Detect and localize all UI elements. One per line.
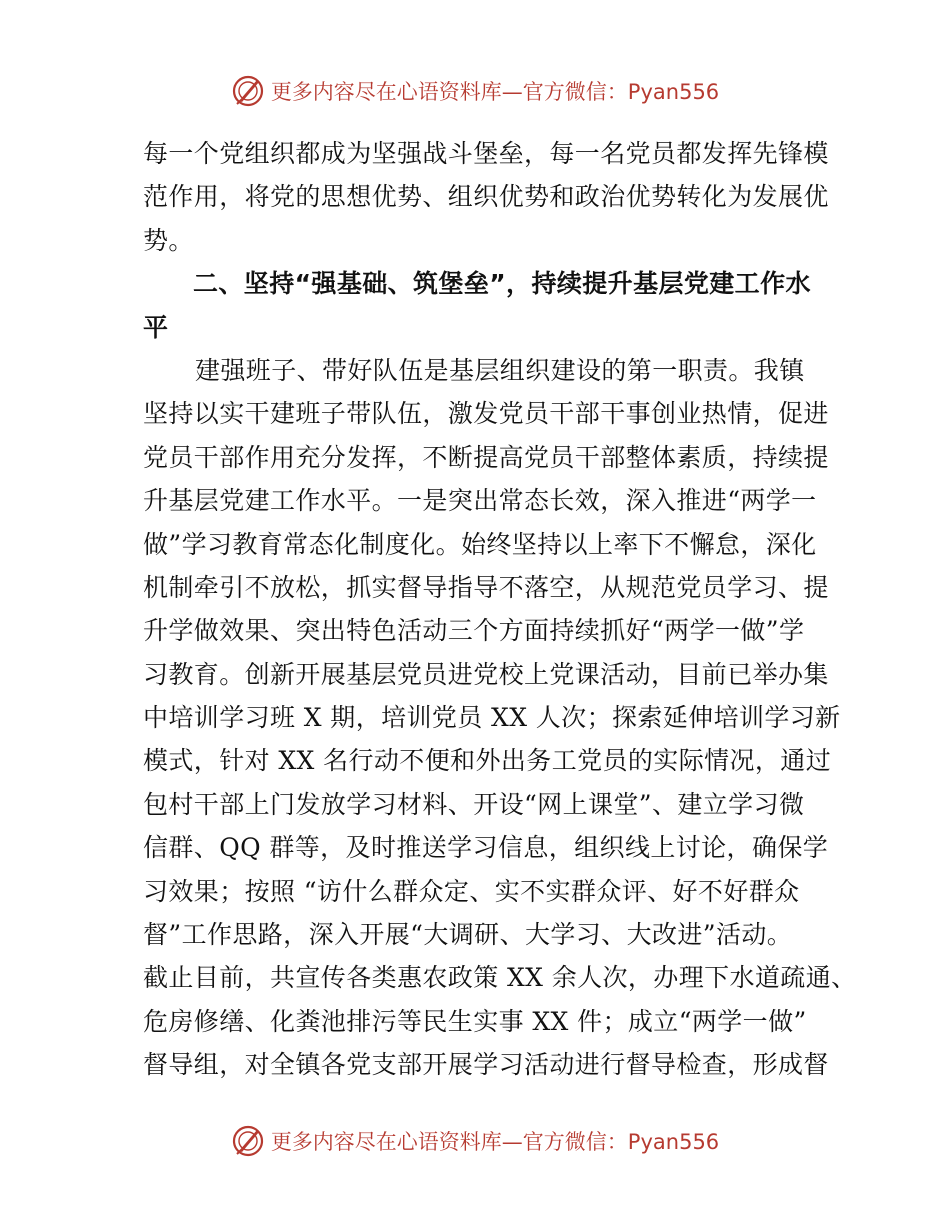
paragraph-line: 模式，针对 XX 名行动不便和外出务工党员的实际情况，通过 bbox=[143, 746, 832, 776]
paragraph-line: 督”工作思路，深入开展“大调研、大学习、大改进”活动。 bbox=[143, 920, 793, 950]
paragraph-line: 坚持以实干建班子带队伍，激发党员干部干事创业热情，促进 bbox=[143, 399, 829, 429]
paragraph-line: 习教育。创新开展基层党员进党校上党课活动，目前已举办集 bbox=[143, 659, 829, 689]
quill-seal-icon bbox=[231, 1124, 265, 1158]
header-watermark bbox=[0, 74, 950, 108]
section-heading-line: 平 bbox=[143, 312, 169, 342]
paragraph-line: 包村干部上门发放学习材料、开设“网上课堂”、建立学习微 bbox=[143, 789, 805, 819]
section-heading-line: 二、坚持“强基础、筑堡垒”，持续提升基层党建工作水 bbox=[193, 269, 811, 299]
paragraph-line: 建强班子、带好队伍是基层组织建设的第一职责。我镇 bbox=[195, 355, 805, 385]
paragraph-line: 危房修缮、化粪池排污等民生实事 XX 件；成立“两学一做” bbox=[143, 1006, 807, 1036]
footer-watermark bbox=[0, 1124, 950, 1158]
paragraph-line: 督导组，对全镇各党支部开展学习活动进行督导检查，形成督 bbox=[143, 1050, 829, 1080]
paragraph-line: 升学做效果、突出特色活动三个方面持续抓好“两学一做”学 bbox=[143, 616, 805, 646]
paragraph-line: 党员干部作用充分发挥，不断提高党员干部整体素质，持续提 bbox=[143, 442, 829, 472]
paragraph-line: 做”学习教育常态化制度化。始终坚持以上率下不懈怠，深化 bbox=[143, 529, 817, 559]
paragraph-line: 升基层党建工作水平。一是突出常态长效，深入推进“两学一 bbox=[143, 486, 817, 516]
body-line: 势。 bbox=[143, 225, 194, 255]
quill-seal-icon bbox=[231, 74, 265, 108]
paragraph-line: 信群、QQ 群等，及时推送学习信息，组织线上讨论，确保学 bbox=[143, 833, 829, 863]
paragraph-line: 机制牵引不放松，抓实督导指导不落空，从规范党员学习、提 bbox=[143, 572, 829, 602]
watermark-text: 更多内容尽在心语资料库—官方微信：Pyan556 bbox=[270, 80, 720, 104]
body-line: 每一个党组织都成为坚强战斗堡垒，每一名党员都发挥先锋模 bbox=[143, 139, 829, 168]
body-line: 范作用，将党的思想优势、组织优势和政治优势转化为发展优 bbox=[143, 182, 829, 212]
document-body bbox=[143, 132, 857, 1087]
paragraph-line: 中培训学习班 X 期，培训党员 XX 人次；探索延伸培训学习新 bbox=[143, 703, 841, 733]
paragraph-line: 截止目前，共宣传各类惠农政策 XX 余人次，办理下水道疏通、 bbox=[143, 963, 857, 993]
paragraph-line: 习效果；按照 “访什么群众定、实不实群众评、好不好群众 bbox=[143, 876, 800, 906]
watermark-text: 更多内容尽在心语资料库—官方微信：Pyan556 bbox=[270, 1130, 720, 1154]
